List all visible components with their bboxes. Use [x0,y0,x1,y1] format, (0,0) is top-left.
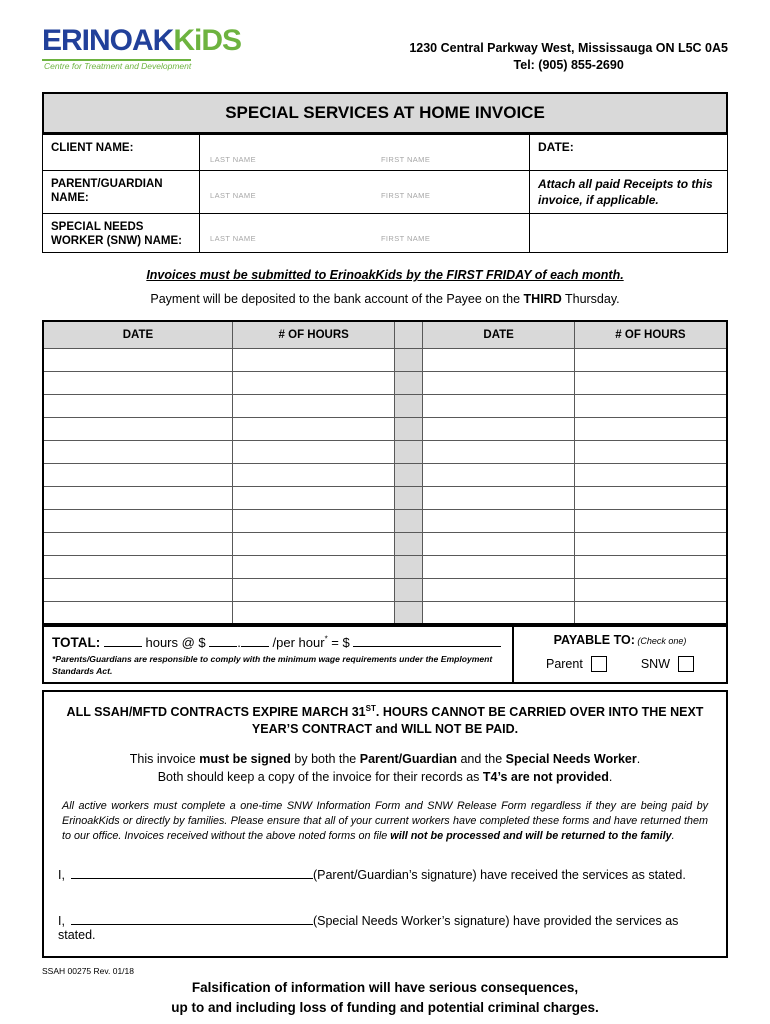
snw-signature-row [58,912,712,942]
hours-cell-right[interactable] [574,417,727,440]
hours-table [42,320,728,625]
client-name-label: CLIENT NAME: [43,135,200,171]
spacer-cell [395,578,423,601]
parent-guardian-label: PARENT/GUARDIAN NAME: [43,171,200,214]
hours-row [43,371,727,394]
date-header-left: DATE [43,321,232,348]
date-cell-left[interactable] [43,440,232,463]
snw-checkbox[interactable] [678,656,694,672]
hours-header-left: # OF HOURS [232,321,395,348]
date-cell-right[interactable] [423,440,575,463]
date-cell-left[interactable] [43,486,232,509]
page-title: SPECIAL SERVICES AT HOME INVOICE [42,92,728,134]
date-cell-right[interactable] [423,578,575,601]
hours-cell-right[interactable] [574,509,727,532]
payment-notice: Payment will be deposited to the bank account of the Payee on the THIRD Thursday. [150,292,620,306]
spacer-cell [395,486,423,509]
hours-table-header-row [43,321,727,348]
date-cell-right[interactable] [423,463,575,486]
contracts-notice-box [42,690,728,958]
date-cell-right[interactable] [423,348,575,371]
submit-deadline-notice: Invoices must be submitted to ErinoakKids by the FIRST FRIDAY of each month. [146,268,624,282]
snw-name-row [43,214,728,253]
hours-row [43,555,727,578]
hours-row [43,394,727,417]
sig-suffix: have provided the services as stated. [58,914,679,943]
date-cell-left[interactable] [43,371,232,394]
hours-row [43,463,727,486]
hours-row [43,440,727,463]
hours-cell-right[interactable] [574,394,727,417]
hours-cell-left[interactable] [232,601,395,624]
last-name-placeholder: LAST NAME [210,155,256,164]
hours-row [43,532,727,555]
client-name-field[interactable] [200,135,530,171]
total-hours-field[interactable] [104,634,142,647]
date-cell-right[interactable] [423,601,575,624]
hours-cell-right[interactable] [574,578,727,601]
date-cell-left[interactable] [43,532,232,555]
spacer-cell [395,348,423,371]
spacer-cell [395,440,423,463]
payable-options [522,656,718,672]
spacer-cell [395,463,423,486]
hours-cell-left[interactable] [232,371,395,394]
parent-option-label: Parent [545,657,583,671]
empty-cell [530,214,728,253]
hours-row [43,601,727,624]
warning-line-1: Falsification of information will have serious consequences, [191,980,579,996]
must-be-signed-paragraph: This invoice must be signed by both the Parent/Guardian and the Special Needs Worker. Both should keep a copy of the invoice for their records as T4’s are not provided. [129,752,641,785]
hours-cell-left[interactable] [232,463,395,486]
sig-suffix: have received the services as stated. [476,868,686,883]
spacer-cell [395,601,423,624]
form-number: SSAH 00275 Rev. 01/18 [42,966,134,977]
date-cell-left[interactable] [43,509,232,532]
sig-prefix: I, [58,868,65,883]
spacer-cell [395,394,423,417]
date-cell-left[interactable] [43,417,232,440]
wage-footnote: *Parents/Guardians are responsible to comply with the minimum wage requirements under the Employment Standards Act. [52,654,493,676]
hours-row [43,486,727,509]
total-amount-field[interactable] [353,634,501,647]
hours-cell-left[interactable] [232,417,395,440]
hours-cell-right[interactable] [574,463,727,486]
hours-row [43,509,727,532]
hours-cell-left[interactable] [232,578,395,601]
spacer-cell [395,532,423,555]
date-cell-left[interactable] [43,348,232,371]
snw-option-label: SNW [640,657,670,671]
payable-to-line [522,633,718,647]
date-cell-left[interactable] [43,394,232,417]
hours-row [43,417,727,440]
date-cell-right[interactable] [423,394,575,417]
logo-kids: KiDS [173,24,242,57]
hours-cell-left[interactable] [232,509,395,532]
hours-row [43,348,727,371]
contracts-expire-notice: ALL SSAH/MFTD CONTRACTS EXPIRE MARCH 31ST. HOURS CANNOT BE CARRIED OVER INTO THE NEXT YEAR’S CONTRACT and WILL NOT BE PAID. [66,704,704,737]
sig-label: (Parent/Guardian’s signature) [312,868,477,883]
snw-name-field[interactable] [200,214,530,253]
warning-line-2: up to and including loss of funding and potential criminal charges. [171,1000,599,1016]
hours-cell-right[interactable] [574,348,727,371]
date-cell-right[interactable] [423,371,575,394]
hours-rows [43,348,727,624]
snw-name-label: SPECIAL NEEDS WORKER (SNW) NAME: [43,214,200,253]
date-cell-right[interactable] [423,555,575,578]
date-cell-right[interactable] [423,417,575,440]
date-cell-left[interactable] [43,463,232,486]
client-name-row [43,135,728,171]
total-section [42,625,728,684]
sig-label: (Special Needs Worker’s signature) [312,914,510,929]
hours-cell-right[interactable] [574,555,727,578]
parent-checkbox[interactable] [591,656,607,672]
date-cell-left[interactable] [43,601,232,624]
spacer-column [395,321,423,348]
page-header [42,26,728,82]
parent-signature-row [58,866,712,882]
date-cell-right[interactable] [423,509,575,532]
date-cell-right[interactable] [423,486,575,509]
hours-cell-right[interactable] [574,486,727,509]
hours-cell-right[interactable] [574,532,727,555]
date-field[interactable]: DATE: [530,135,728,171]
payable-to-cell [513,626,727,683]
rate-dollars-field[interactable] [209,634,237,647]
sig-prefix: I, [58,914,65,929]
date-header-right: DATE [423,321,575,348]
rate-cents-field[interactable] [241,634,269,647]
total-cell [43,626,513,683]
spacer-cell [395,371,423,394]
first-name-placeholder: FIRST NAME [380,191,431,200]
hours-cell-right[interactable] [574,601,727,624]
hours-cell-right[interactable] [574,371,727,394]
check-one-hint: (Check one) [634,636,687,646]
hours-cell-left[interactable] [232,555,395,578]
hours-cell-left[interactable] [232,486,395,509]
asterisk-mark: * [324,634,328,644]
snw-signature-field[interactable] [71,912,313,925]
ordinal-suffix: ST [365,704,376,713]
logo-wordmark [42,26,241,56]
hours-header-right: # OF HOURS [574,321,727,348]
hours-cell-left[interactable] [232,532,395,555]
spacer-cell [395,509,423,532]
hours-cell-left[interactable] [232,440,395,463]
first-name-placeholder: FIRST NAME [380,155,431,164]
spacer-cell [395,555,423,578]
payable-to-label: PAYABLE TO: [553,633,635,647]
logo-erinoak: ERINOAK [42,24,174,57]
erinoakkids-logo [42,26,241,74]
snw-forms-note: All active workers must complete a one-time SNW Information Form and SNW Release Form regardless if they are being paid by ErinoakKids or directly by families. Please ensure that all of your current workers have completed these forms and have returned them to our office. Invoices received without the above noted forms on file will not be processed and will be returned to the family. [62,800,708,843]
hours-row [43,578,727,601]
last-name-placeholder: LAST NAME [210,234,256,243]
parent-guardian-field[interactable] [200,171,530,214]
hours-cell-right[interactable] [574,440,727,463]
total-label: TOTAL: [52,635,101,650]
date-cell-left[interactable] [43,578,232,601]
falsification-warning [42,978,728,1018]
date-cell-left[interactable] [43,555,232,578]
last-name-placeholder: LAST NAME [210,191,256,200]
phone-line: Tel: (905) 855-2690 [513,58,624,72]
total-line: TOTAL: hours @ $ . /per hour* = $ [52,634,504,650]
address-line: 1230 Central Parkway West, Mississauga ON L5C 0A5 [409,41,728,55]
attach-receipts-note: Attach all paid Receipts to this invoice, if applicable. [530,171,728,214]
hours-cell-left[interactable] [232,348,395,371]
header-address-block [409,26,728,74]
first-name-placeholder: FIRST NAME [380,234,431,243]
spacer-cell [395,417,423,440]
client-info-table [42,134,728,253]
parent-guardian-row [43,171,728,214]
date-cell-right[interactable] [423,532,575,555]
hours-cell-left[interactable] [232,394,395,417]
parent-signature-field[interactable] [71,866,313,879]
logo-tagline: Centre for Treatment and Development [44,61,192,71]
